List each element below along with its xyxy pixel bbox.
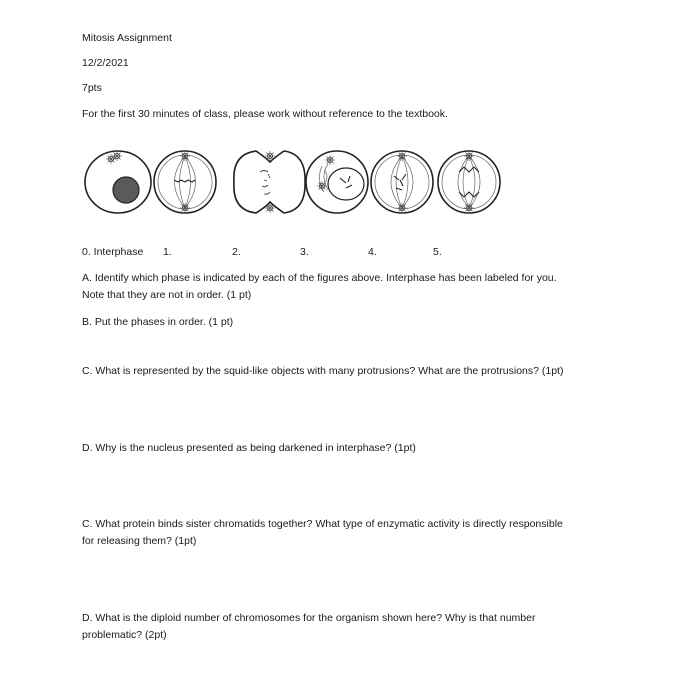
question-d-diploid-line2: problematic? (2pt) xyxy=(82,629,167,641)
question-d-diploid-line1: D. What is the diploid number of chromosomes for the organism shown here? Why is that number xyxy=(82,612,536,624)
cell-2 xyxy=(234,151,305,213)
cell-4 xyxy=(371,151,433,213)
question-b: B. Put the phases in order. (1 pt) xyxy=(82,316,234,328)
phase-label-5: 5. xyxy=(433,246,442,258)
question-a-line2: Note that they are not in order. (1 pt) xyxy=(82,289,252,301)
question-d-nucleus: D. Why is the nucleus presented as being darkened in interphase? (1pt) xyxy=(82,442,416,454)
question-a-line1: A. Identify which phase is indicated by each of the figures above. Interphase has been labeled for you. xyxy=(82,272,557,284)
assignment-title: Mitosis Assignment xyxy=(82,32,172,44)
cell-interphase xyxy=(85,151,151,213)
assignment-date: 12/2/2021 xyxy=(82,57,129,69)
assignment-points: 7pts xyxy=(82,82,102,94)
question-a xyxy=(82,270,622,304)
cell-3 xyxy=(306,151,368,213)
phase-label-4: 4. xyxy=(368,246,377,258)
phase-label-0: 0. Interphase xyxy=(82,246,144,258)
phase-labels xyxy=(0,246,694,262)
mitosis-figure xyxy=(84,146,504,218)
cell-1 xyxy=(154,151,216,213)
question-c-protein xyxy=(82,516,622,550)
instructions: For the first 30 minutes of class, please work without reference to the textbook. xyxy=(82,108,448,120)
question-c-protein-line2: for releasing them? (1pt) xyxy=(82,535,197,547)
question-c-protein-line1: C. What protein binds sister chromatids together? What type of enzymatic activity is directly responsible xyxy=(82,518,563,530)
phase-label-3: 3. xyxy=(300,246,309,258)
phase-label-1: 1. xyxy=(163,246,172,258)
question-c-squid: C. What is represented by the squid-like objects with many protrusions? What are the protrusions? (1pt) xyxy=(82,365,564,377)
phase-label-2: 2. xyxy=(232,246,241,258)
cell-5 xyxy=(438,151,500,213)
question-d-diploid xyxy=(82,610,622,644)
